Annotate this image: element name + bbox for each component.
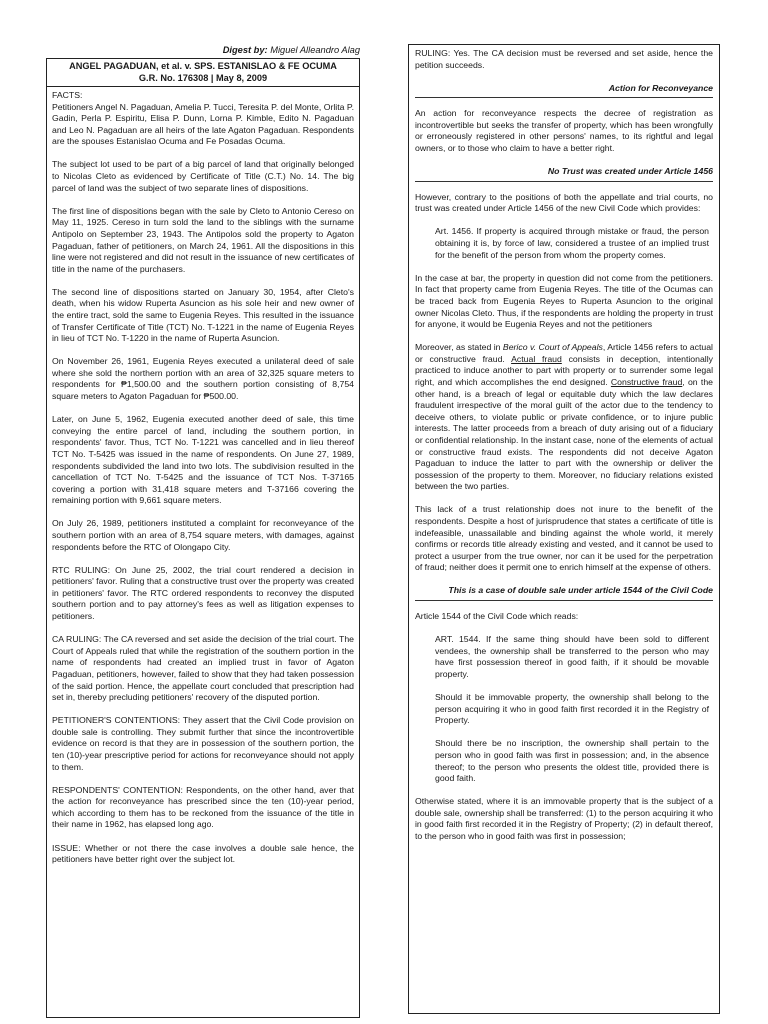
facts-paragraph: The subject lot used to be part of a big parcel of land that originally belonged to Nicolas Cleto as evidenced by Certificate of Title (C.T.) No. 14. The big parcel of land was the subject of two separate lines of dispositions.	[52, 159, 354, 193]
term-actual-fraud: Actual fraud	[511, 353, 562, 364]
quoted-article-1544: Should there be no inscription, the ownership shall pertain to the person who in good faith was first in possession; and, in the absence thereof; to the person who presents the oldest title, provided there is good faith.	[435, 738, 709, 784]
ruling-paragraph: In the case at bar, the property in question did not come from the petitioners. In fact that property came from Eugenia Reyes. The title of the Ocumas can be traced back from Eugenia Reyes to Ruperta Asuncion to the original owner Nicolas Cleto. Thus, if the respondents are holding the property in trust for anyone, it would be Eugenia Reyes and not the petitioners	[415, 272, 713, 330]
text-run: , on the other hand, is a breach of legal or equitable duty which the law declares fraudulent irrespective of the moral guilt of the actor due to the tendency to deceive others, to violate public or private confidence, or to injure public interests. The latter proceeds from a breach of duty arising out of a fiduciary or confidential relationship. In the instant case, none of the elements of actual or constructive fraud exists. The respondents did not deceive Agaton Pagaduan to induce the latter to part with the ownership or deliver the possession of the property to them. Moreover, no fiduciary relations existed between the two parties.	[415, 376, 714, 492]
facts-paragraph: On November 26, 1961, Eugenia Reyes executed a unilateral deed of sale where she sold the northern portion with an area of 32,325 square meters to respondents for ₱1,500.00 and the southern portion consisting of 8,754 square meters to Agaton Pagaduan for ₱500.00.	[52, 356, 354, 402]
section-heading-no-trust: No Trust was created under Article 1456	[415, 166, 713, 182]
rtc-ruling: RTC RULING: On June 25, 2002, the trial court rendered a decision in petitioners' favor. Ruling that a constructive trust over the property was created in petitioners' favor. The RTC ordered respondents to reconvey the disputed southern portion and to pay attorney's fees as well as litigation expenses to petitioners.	[52, 564, 355, 622]
facts-paragraph: Petitioners Angel N. Pagaduan, Amelia P. Tucci, Teresita P. del Monte, Orlita P. Gadin, Perla P. Espiritu, Elisa P. Dunn, Lorna P. Kimble, Edito N. Pagaduan and Leo N. Pagaduan are all heirs of the late Agaton Pagaduan. Respondents are the spouses Estanislao Ocuma and Fe Posadas Ocuma.	[52, 101, 354, 147]
quoted-article-1544: Should it be immovable property, the ownership shall belong to the person acquiring it who in good faith first recorded it in the Registry of Property.	[435, 692, 709, 726]
ruling-paragraph-fraud	[415, 342, 713, 493]
text-run: Moreover, as stated in	[415, 342, 503, 353]
facts-paragraph: Later, on June 5, 1962, Eugenia executed another deed of sale, this time conveying the entire parcel of land, including the southern portion, in respondents' favor. Thus, TCT No. T-1221 was cancelled and in lieu thereof TCT No. T-5425 was issued in the name of respondents. On June 27, 1989, respondents subdivided the land into two lots. The subdivision resulted in the cancellation of TCT No. T-5425 and the issuance of TCT Nos. T-37165 covering a portion with 31,418 square meters and T-37166 covering the remaining portion with 9,661 square meters.	[52, 414, 354, 506]
left-column	[46, 44, 360, 1018]
text-run: consists in deception, intentionally practiced to induce another to part with property or to surrender some legal right, and which accomplishes the end designed.	[415, 353, 713, 387]
case-citation: Berico v. Court of Appeals	[502, 342, 603, 353]
facts-paragraph: The first line of dispositions began with the sale by Cleto to Antonio Cereso on May 11, 1925. Cereso in turn sold the land to the siblings with the surname Antipolo on September 23, 1943. The Antipolos sold the property to Agaton Pagaduan, father of petitioners, on March 24, 1961. All the dispositions in this line were not registered and did not result in the issuance of new certificates of title in the name of the purchasers.	[52, 205, 354, 274]
case-number: G.R. No. 176308 | May 8, 2009	[138, 72, 268, 83]
ca-ruling: CA RULING: The CA reversed and set aside the decision of the trial court. The Court of Appeals ruled that while the registration of the southern portion in the name of respondents had created an implied trust in favor of Agaton Pagaduan, petitioners, however, failed to show that they had taken possession of the said portion. Hence, the appellate court concluded that prescription had set in, thereby precluding petitioners' recovery of the disputed portion.	[52, 634, 354, 703]
quoted-article-1456: Art. 1456. If property is acquired through mistake or fraud, the person obtaining it is, by force of law, considered a trustee of an implied trust for the benefit of the person from whom the property comes.	[435, 226, 709, 260]
ruling-paragraph: An action for reconveyance respects the decree of registration as incontrovertible but seeks the transfer of property, which has been wrongfully or erroneously registered in other persons' names, to its rightful and legal owners, or to those who claim to have a better right.	[415, 108, 713, 154]
ruling-paragraph: This lack of a trust relationship does not inure to the benefit of the respondents. Despite a host of jurisprudence that states a certificate of title is indefeasible, unassailable and binding against the whole world, it merely confirms or records title already existing and vested, and it cannot be used to protect a usurper from the true owner, nor can it be used for the perpetration of fraud; neither does it permit one to enrich himself at the expense of others.	[415, 504, 713, 573]
petitioners-contentions: PETITIONER'S CONTENTIONS: They assert that the Civil Code provision on double sale is controlling. They submit further that since the incontrovertible evidence on record is that they are in possession of the southern portion, the ten (10)-year prescriptive period for actions for reconveyance should not apply to them.	[52, 715, 354, 772]
case-caption	[46, 58, 360, 86]
facts-box	[46, 86, 360, 1018]
section-heading-double-sale: This is a case of double sale under article 1544 of the Civil Code	[415, 585, 713, 601]
ruling: RULING: Yes. The CA decision must be reversed and set aside, hence the petition succeeds.	[415, 48, 713, 70]
right-column	[408, 44, 720, 1014]
ruling-paragraph: However, contrary to the positions of both the appellate and trial courts, no trust was created under Article 1456 of the new Civil Code which provides:	[415, 191, 713, 214]
issue: ISSUE: Whether or not there the case involves a double sale hence, the petitioners have better right over the subject lot.	[52, 842, 354, 865]
case-title: ANGEL PAGADUAN, et al. v. SPS. ESTANISLAO & FE OCUMA	[69, 61, 337, 71]
term-constructive-fraud: Constructive fraud	[610, 376, 683, 387]
ruling-paragraph: Otherwise stated, where it is an immovable property that is the subject of a double sale, ownership shall be transferred: (1) to the person acquiring it who in good faith first recorded it in the Registry of Property; (2) in default thereof, to the person who in good faith was first in possession;	[415, 796, 713, 841]
digest-label: Digest by:	[222, 45, 268, 55]
facts-paragraph: The second line of dispositions started on January 30, 1954, after Cleto's death, when his widow Ruperta Asuncion as his sole heir and new owner of the entire tract, sold the same to Eugenia Reyes. This resulted in the issuance of Transfer Certificate of Title (TCT) No. T-1221 in the name of Eugenia Reyes in lieu of TCT No. T-1220 in the name of Ruperta Asuncion.	[52, 286, 354, 344]
respondents-contention: RESPONDENTS' CONTENTION: Respondents, on the other hand, aver that the action for reconveyance has prescribed since the ten (10)-year period, which according to them has to be reckoned from the issuance of the title in their name in 1962, has elapsed long ago.	[52, 784, 354, 830]
ruling-paragraph: Article 1544 of the Civil Code which reads:	[415, 611, 579, 622]
facts-paragraph: On July 26, 1989, petitioners instituted a complaint for reconveyance of the southern portion with an area of 8,754 square meters, with damages, against respondents before the RTC of Olongapo City.	[52, 518, 354, 552]
digest-author: Miguel Alleandro Alag	[270, 45, 360, 55]
digest-byline	[46, 44, 360, 58]
text-run: , Article 1456 refers to actual or constructive fraud.	[415, 342, 713, 364]
facts-heading: FACTS:	[52, 90, 83, 100]
section-heading-reconveyance: Action for Reconveyance	[415, 83, 713, 99]
quoted-article-1544: ART. 1544. If the same thing should have been sold to different vendees, the ownership shall be transferred to the person who may have first possession thereof in good faith, if it should be movable property.	[435, 634, 709, 679]
